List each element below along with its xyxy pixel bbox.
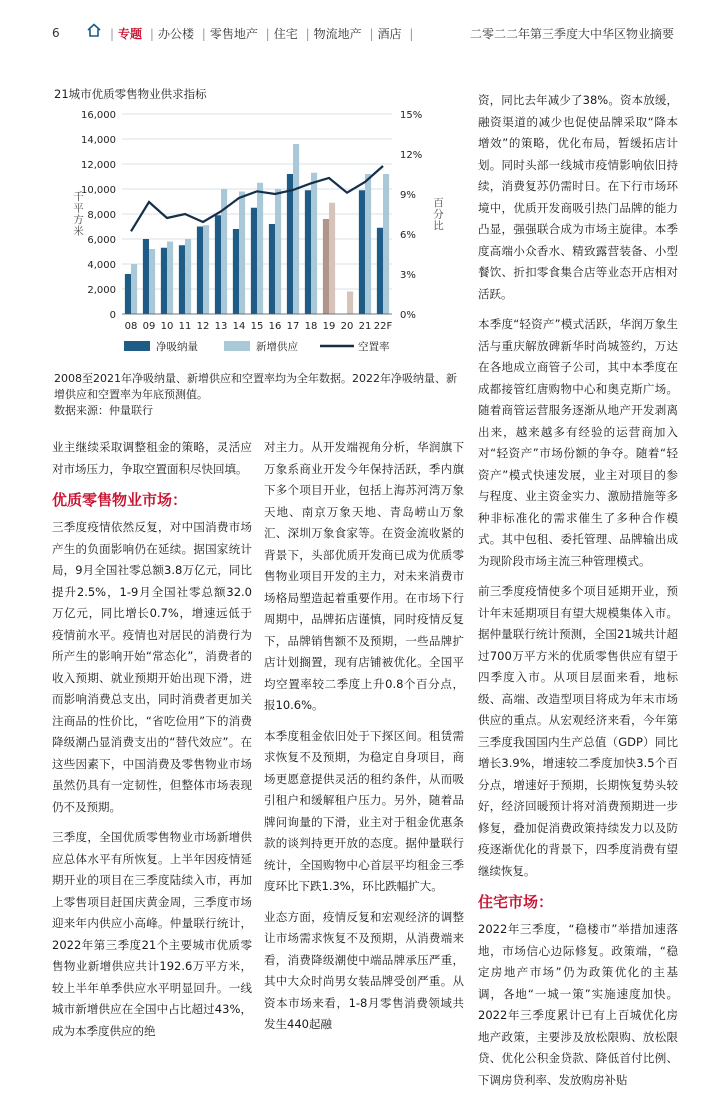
new-supply-bar	[293, 144, 299, 314]
y2-tick-label: 6%	[400, 230, 416, 241]
section-nav: | 专题 | 办公楼 | 零售地产 | 住宅 | 物流地产 | 酒店 |	[106, 25, 417, 42]
paragraph: 本季度租金依旧处于下探区间。租赁需求恢复不及预期，为稳定自身项目，商场更愿意提供灵活的租约条件，从而吸引租户和缓解租户压力。另外，随着品牌问询量的下滑，业主对于租金优惠条款的谈判持更开放的态度。据仲量联行统计，全国购物中心首层平均租金三季度环比下跌1.3%，环比跌幅扩大。	[264, 726, 464, 898]
new-supply-bar	[383, 174, 389, 314]
new-supply-bar	[239, 192, 245, 315]
chart-bars	[125, 144, 389, 314]
net-absorption-bar	[161, 248, 167, 314]
supply-demand-chart	[52, 104, 452, 366]
new-supply-bar	[167, 242, 173, 315]
nav-item-hotel[interactable]: 酒店	[378, 25, 402, 42]
paragraph: 三季度，全国优质零售物业市场新增供应总体水平有所恢复。上半年因疫情延期开业的项目在三季度陆续入市，再加上零售项目赶国庆黄金周，三季度市场迎来年内供应小高峰。仲量联行统计，2022年第三季度21个主要城市优质零售物业新增供应共计192.6万平方米，较上半年单季供应水平明显回升。一线城市新增供应在全国中占比超过43%，成为本季度供应的绝	[52, 827, 252, 1042]
x-tick-label: 10	[161, 321, 174, 332]
new-supply-bar	[365, 174, 371, 314]
chart-source: 数据来源：仲量联行	[54, 403, 464, 419]
net-absorption-bar	[269, 224, 275, 314]
new-supply-bar	[185, 239, 191, 314]
legend-label-vacancy-rate: 空置率	[358, 340, 390, 353]
x-tick-label: 13	[215, 321, 228, 332]
page-number: 6	[52, 26, 60, 40]
paragraph: 业态方面，疫情反复和宏观经济的调整让市场需求恢复不及预期，从消费端来看，消费降级潮使中端品牌承压严重，其中大众时尚男女装品牌受创严重。从资本市场来看，1-8月零售消费领域共发生440起融	[264, 907, 464, 1036]
x-tick-label: 12	[197, 321, 210, 332]
section-heading-residential: 住宅市场：	[478, 891, 678, 913]
x-tick-label: 17	[287, 321, 300, 332]
x-tick-label: 14	[233, 321, 246, 332]
y2-tick-label: 0%	[400, 310, 416, 321]
legend-swatch-new-supply	[224, 341, 250, 351]
text-column-1	[52, 437, 252, 1051]
new-supply-bar	[275, 189, 281, 314]
paragraph: 对主力。从开发端视角分析，华润旗下万象系商业开发今年保持活跃，季内旗下多个项目开业，包括上海苏河湾万象天地、南京万象天地、青岛崂山万象汇、深圳万象食家等。在资金流收紧的背景下，头部优质开发商已成为优质零售物业项目开发的主力，对未来消费市场格局塑造起着重要作用。在市场下行周期中，品牌拓店谨慎，同时疫情反复下，品牌销售额不及预期，一些品牌扩店计划搁置，现有店铺被优化。全国平均空置率较二季度上升0.8个百分点，报10.6%。	[264, 437, 464, 717]
net-absorption-bar	[251, 208, 257, 314]
y-tick-label: 6,000	[87, 235, 116, 246]
net-absorption-bar	[179, 245, 185, 314]
net-absorption-bar	[323, 219, 329, 314]
y-tick-label: 4,000	[87, 260, 116, 271]
new-supply-bar	[311, 173, 317, 314]
nav-item-residential[interactable]: 住宅	[274, 25, 298, 42]
new-supply-bar	[257, 183, 263, 314]
chart-legend	[124, 340, 390, 353]
y2-axis-title: 百分比	[432, 197, 444, 232]
text-column-3	[478, 90, 678, 1100]
x-tick-label: 21	[359, 321, 372, 332]
new-supply-bar	[203, 225, 209, 314]
chart-title: 21城市优质零售物业供求指标	[54, 86, 207, 102]
net-absorption-bar	[143, 239, 149, 314]
net-absorption-bar	[287, 174, 293, 314]
paragraph: 业主继续采取调整租金的策略，灵活应对市场压力，争取空置面积尽快回填。	[52, 437, 252, 480]
home-icon[interactable]	[86, 22, 102, 38]
y-axis-title: 千平方米	[72, 191, 84, 237]
page-header	[0, 0, 724, 46]
paragraph: 三季度疫情依然反复，对中国消费市场产生的负面影响仍在延续。据国家统计局，9月全国社零总额3.8万亿元，同比提升2.5%，1-9月全国社零总额32.0万亿元，同比增长0.7%，增速远低于疫情前水平。疫情也对居民的消费行为所产生的影响开始“常态化”，消费者的收入预期、就业预期开始出现下滑，进而影响消费总支出，同时消费者更加关注商品的性价比，“省吃俭用”下的消费降级潮凸显消费支出的“替代效应”。在这些因素下，中国消费及零售物业市场虽然仍具有一定韧性，但整体市场表现仍不及预期。	[52, 517, 252, 818]
paragraph: 资，同比去年减少了38%。资本放缓，融资渠道的减少也促使品牌采取“降本增效”的策略，优化布局，暂缓拓店计划。同时头部一线城市疫情影响依旧持续，消费复苏仍需时日。在下行市场环境中，优质开发商吸引热门品牌的能力凸显，强强联合成为市场主旋律。本季度高端小众香水、精致露营装备、小型餐饮、折扣零食集合店等业态开店相对活跃。	[478, 90, 678, 305]
net-absorption-bar	[359, 190, 365, 314]
net-absorption-bar	[305, 190, 311, 314]
y-tick-label: 12,000	[81, 160, 116, 171]
paragraph: 2022年三季度，“稳楼市”举措加速落地，市场信心边际修复。政策端，“稳定房地产市场”仍为政策优化的主基调，各地“一城一策”实施速度加快。2022年三季度累计已有上百城优化房地产政策，主要涉及放松限购、放松限贷、优化公积金贷款、降低首付比例、下调房贷利率、发放购房补贴	[478, 919, 678, 1091]
chart-notes	[54, 371, 464, 419]
new-supply-bar	[347, 292, 353, 315]
x-tick-label: 19	[323, 321, 336, 332]
x-tick-label: 09	[143, 321, 156, 332]
x-tick-label: 15	[251, 321, 264, 332]
y2-tick-label: 12%	[400, 150, 422, 161]
section-heading-retail: 优质零售物业市场：	[52, 489, 252, 511]
y-tick-label: 14,000	[81, 135, 116, 146]
y2-tick-label: 3%	[400, 270, 416, 281]
new-supply-bar	[149, 249, 155, 314]
x-tick-label: 08	[125, 321, 138, 332]
net-absorption-bar	[233, 229, 239, 314]
y2-tick-label: 9%	[400, 190, 416, 201]
y-tick-label: 16,000	[81, 110, 116, 121]
paragraph: 前三季度疫情使多个项目延期开业，预计年末延期项目有望大规模集体入市。据仲量联行统计预测，全国21城共计超过700万平方米的优质零售供应有望于四季度入市。从项目层面来看，地标级、高端、改造型项目将成为年末市场供应的重点。从宏观经济来看，今年第三季度我国国内生产总值（GDP）同比增长3.9%，增速较二季度加快3.5个百分点，增速好于预期，长期恢复势头较好，经济回暖预计将对消费预期进一步修复，叠加促消费政策持续发力以及防疫逐渐优化的背景下，四季度消费有望继续恢复。	[478, 581, 678, 882]
x-tick-label: 22F	[374, 321, 393, 332]
net-absorption-bar	[215, 215, 221, 314]
y-tick-label: 8,000	[87, 210, 116, 221]
legend-label-new-supply: 新增供应	[256, 340, 298, 353]
paragraph: 本季度“轻资产”模式活跃，华润万象生活与重庆解放碑新华时尚城签约，万达在各地成立商管子公司，其中本季度在成都接管红唐购物中心和奥克斯广场。随着商管运营服务逐渐从地产开发剥离出来，越来越多有经验的运营商加入对“轻资产”市场份额的争夺。随着“轻资产”模式快速发展，业主对项目的参与程度、业主资金实力、激励措施等多种非标准化的需求催生了多种合作模式。其中包租、委托管理、品牌输出成为现阶段市场主流三种管理模式。	[478, 314, 678, 572]
legend-label-net-absorption: 净吸纳量	[156, 340, 198, 353]
net-absorption-bar	[197, 227, 203, 315]
chart-footnote: 2008至2021年净吸纳量、新增供应和空置率均为全年数据。2022年净吸纳量、新增供应和空置率为年底预测值。	[54, 371, 464, 403]
text-column-2	[264, 437, 464, 1045]
legend-swatch-net-absorption	[124, 341, 150, 351]
document-title: 二零二二年第三季度大中华区物业摘要	[470, 25, 674, 42]
x-tick-label: 11	[179, 321, 192, 332]
x-tick-label: 16	[269, 321, 282, 332]
nav-item-special[interactable]: 专题	[118, 25, 142, 42]
x-tick-label: 18	[305, 321, 318, 332]
x-tick-label: 20	[341, 321, 354, 332]
nav-item-office[interactable]: 办公楼	[158, 25, 194, 42]
net-absorption-bar	[377, 228, 383, 314]
nav-item-logistics[interactable]: 物流地产	[314, 25, 362, 42]
new-supply-bar	[329, 203, 335, 314]
nav-item-retail[interactable]: 零售地产	[210, 25, 258, 42]
net-absorption-bar	[125, 274, 131, 314]
y-tick-label: 10,000	[81, 185, 116, 196]
y-tick-label: 0	[110, 310, 116, 321]
new-supply-bar	[131, 264, 137, 314]
y-tick-label: 2,000	[87, 285, 116, 296]
y2-tick-label: 15%	[400, 110, 422, 121]
